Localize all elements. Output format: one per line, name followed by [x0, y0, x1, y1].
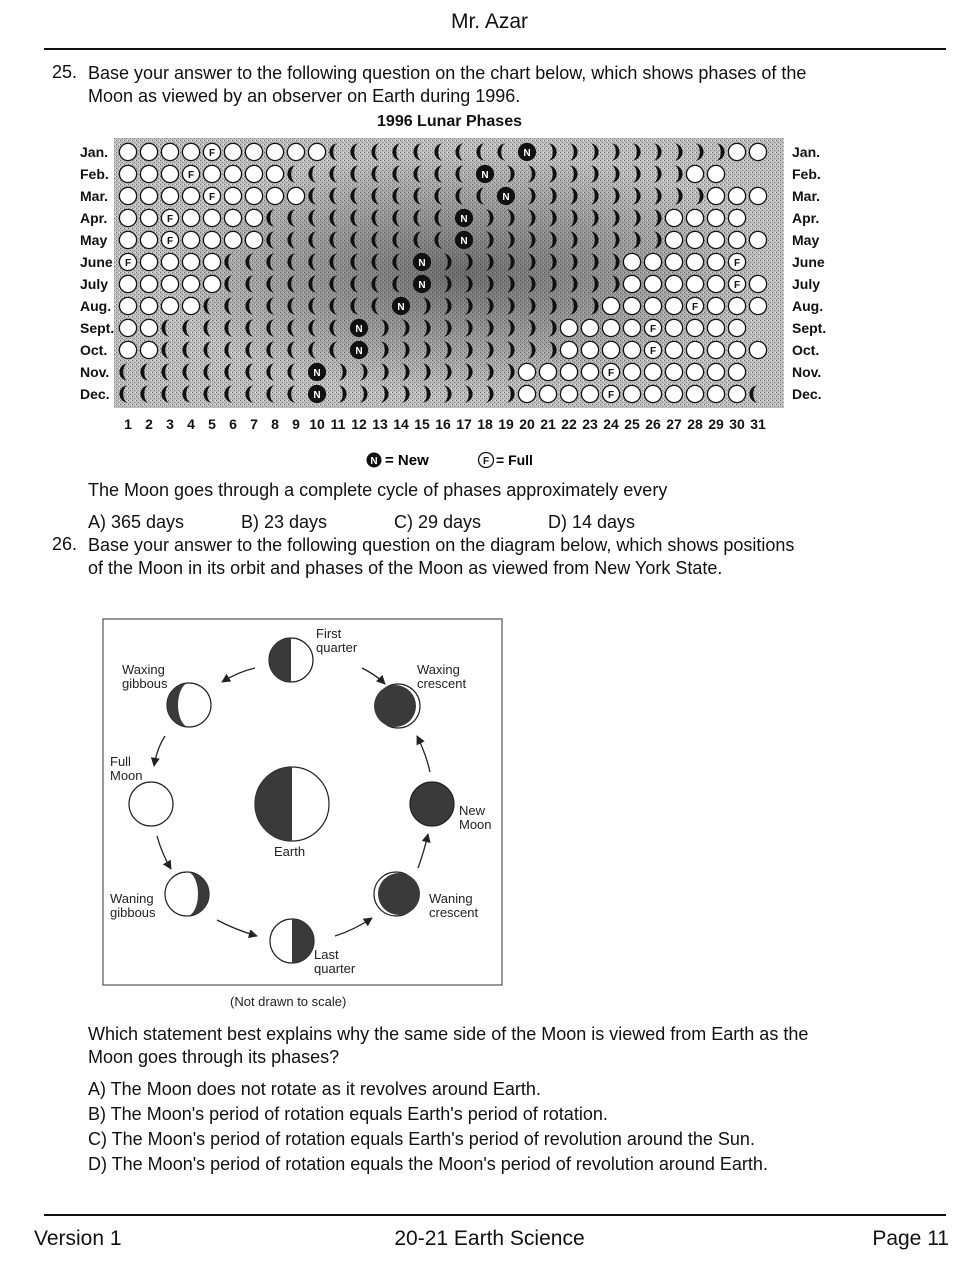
moon-phase-cell [350, 341, 367, 358]
q25-prompt-line2: Moon as viewed by an observer on Earth during 1996. [88, 86, 521, 106]
moon-phase-cell [140, 341, 157, 358]
legend-new-symbol: N [370, 456, 378, 467]
day-tick-label: 5 [208, 416, 216, 432]
new-moon-marker: N [313, 390, 321, 401]
q25-prompt [88, 62, 948, 108]
moon-phase-cell [224, 143, 241, 160]
moon-phase-cell [203, 143, 220, 160]
q26-choice-c[interactable]: C) The Moon's period of rotation equals Earth's period of revolution around the Sun. [88, 1129, 755, 1149]
moon-phase-cell [749, 143, 766, 160]
month-label-left: July [80, 276, 109, 292]
moon-phase-cell [182, 253, 199, 270]
diagram-scale-note: (Not drawn to scale) [230, 994, 347, 1009]
moon-phase-cell [245, 231, 262, 248]
label-waning-gibbous: Waning gibbous [110, 891, 156, 920]
moon-phase-cell [686, 253, 703, 270]
moon-phase-cell [182, 209, 199, 226]
moon-phase-cell [686, 165, 703, 182]
moon-phase-cell [644, 319, 661, 336]
day-tick-label: 18 [477, 416, 493, 432]
moon-phase-cell [665, 363, 682, 380]
month-label-right: Sept. [792, 320, 827, 336]
day-tick-label: 14 [393, 416, 409, 432]
moon-phase-cell [455, 209, 472, 226]
moon-phase-cell [161, 143, 178, 160]
month-label-right: Mar. [792, 188, 821, 204]
full-moon-marker: F [607, 390, 615, 401]
moon-phase-cell [203, 209, 220, 226]
moon-phase-cell [644, 341, 661, 358]
moon-phase-cell [749, 275, 766, 292]
header-rule [44, 48, 946, 50]
moon-phase-cell [644, 253, 661, 270]
moon-phase-cell [749, 231, 766, 248]
moon-phase-cell [455, 231, 472, 248]
moon-phase-cell [140, 253, 157, 270]
moon-phase-cell [392, 297, 409, 314]
moon-phase-cell [728, 385, 745, 402]
moon-phase-cell [203, 165, 220, 182]
month-label-right: Apr. [792, 210, 820, 226]
new-moon-marker: N [460, 214, 468, 225]
moon-phase-cell [539, 385, 556, 402]
day-tick-label: 24 [603, 416, 619, 432]
moon-phase-cell [266, 165, 283, 182]
q25-prompt-line1: Base your answer to the following question on the chart below, which shows phases of the [88, 63, 807, 83]
day-tick-label: 21 [540, 416, 556, 432]
moon-phase-cell [119, 209, 136, 226]
moon-phase-cell [182, 143, 199, 160]
day-tick-label: 8 [271, 416, 279, 432]
new-moon-marker: N [460, 236, 468, 247]
moon-phase-cell [161, 297, 178, 314]
new-moon-marker: N [418, 258, 426, 269]
moon-phase-cell [245, 165, 262, 182]
moon-phase-cell [119, 253, 136, 270]
moon-phase-cell [161, 275, 178, 292]
legend-full-label: = Full [496, 452, 533, 468]
moon-phase-cell [707, 253, 724, 270]
new-moon-marker: N [481, 170, 489, 181]
day-tick-label: 30 [729, 416, 745, 432]
moon-phase-cell [308, 363, 325, 380]
moon-phase-cell [182, 187, 199, 204]
footer-page: Page 11 [872, 1227, 949, 1250]
moon-phase-cell [245, 187, 262, 204]
month-label-right: July [792, 276, 821, 292]
full-moon-marker: F [166, 214, 174, 225]
moon-full [129, 782, 173, 826]
moon-phase-cell [140, 231, 157, 248]
full-moon-marker: F [607, 368, 615, 379]
moon-phase-cell [581, 385, 598, 402]
footer-version: Version 1 [34, 1227, 122, 1250]
q26-prompt-line2: of the Moon in its orbit and phases of the Moon as viewed from New York State. [88, 558, 723, 578]
moon-phase-cell [140, 209, 157, 226]
full-moon-marker: F [649, 324, 657, 335]
moon-phase-cell [476, 165, 493, 182]
month-label-left: June [80, 254, 113, 270]
moon-phase-cell [581, 341, 598, 358]
header-teacher: Mr. Azar [450, 10, 529, 33]
month-label-left: Oct. [80, 342, 108, 358]
new-moon-marker: N [355, 324, 363, 335]
moon-phase-cell [224, 209, 241, 226]
full-moon-marker: F [166, 236, 174, 247]
moon-phase-cell [686, 209, 703, 226]
moon-phase-cell [140, 187, 157, 204]
month-label-right: Nov. [792, 364, 822, 380]
month-label-right: May [792, 232, 820, 248]
day-tick-label: 17 [456, 416, 472, 432]
full-moon-marker: F [733, 258, 741, 269]
moon-phase-cell [119, 275, 136, 292]
footer-rule [44, 1214, 946, 1216]
day-tick-label: 16 [435, 416, 451, 432]
label-first-quarter: First quarter [316, 626, 358, 655]
moon-phase-cell [623, 253, 640, 270]
q26-choice-a[interactable]: A) The Moon does not rotate as it revolves around Earth. [88, 1079, 541, 1099]
new-moon-marker: N [397, 302, 405, 313]
moon-phase-cell [749, 187, 766, 204]
day-tick-label: 26 [645, 416, 661, 432]
moon-phase-cell [665, 319, 682, 336]
q26-number: 26. [52, 534, 78, 554]
moon-phase-cell [182, 231, 199, 248]
moon-phase-cell [224, 165, 241, 182]
moon-phase-cell [245, 209, 262, 226]
moon-phase-cell [707, 209, 724, 226]
day-tick-label: 23 [582, 416, 598, 432]
moon-phase-cell [728, 253, 745, 270]
moon-orbit-diagram [102, 618, 504, 990]
full-moon-marker: F [187, 170, 195, 181]
moon-phase-cell [245, 143, 262, 160]
moon-phase-cell [308, 143, 325, 160]
moon-phase-cell [287, 187, 304, 204]
q26-choice-d[interactable]: D) The Moon's period of rotation equals the Moon's period of revolution around Earth. [88, 1154, 768, 1174]
month-label-right: Jan. [792, 144, 821, 160]
month-label-left: Nov. [80, 364, 110, 380]
q26-question-line2: Moon goes through its phases? [88, 1047, 340, 1067]
moon-phase-cell [581, 363, 598, 380]
moon-phase-cell [665, 341, 682, 358]
full-moon-marker: F [208, 192, 216, 203]
moon-phase-cell [224, 187, 241, 204]
moon-phase-cell [707, 385, 724, 402]
moon-phase-cell [623, 297, 640, 314]
moon-phase-cell [623, 363, 640, 380]
full-moon-marker: F [691, 302, 699, 313]
day-tick-label: 12 [351, 416, 367, 432]
moon-phase-cell [203, 275, 220, 292]
day-tick-label: 11 [330, 416, 346, 432]
moon-phase-cell [560, 341, 577, 358]
earth-globe [255, 767, 329, 841]
moon-phase-cell [749, 341, 766, 358]
moon-waxing-gibbous [167, 683, 211, 727]
moon-phase-cell [644, 275, 661, 292]
legend-new-label: = New [385, 452, 429, 469]
moon-phase-cell [161, 165, 178, 182]
moon-phase-cell [644, 297, 661, 314]
label-waning-crescent: Waning crescent [429, 891, 479, 920]
day-tick-label: 13 [372, 416, 388, 432]
moon-phase-cell [119, 165, 136, 182]
moon-phase-cell [203, 187, 220, 204]
moon-phase-cell [224, 231, 241, 248]
full-moon-marker: F [733, 280, 741, 291]
moon-phase-cell [140, 143, 157, 160]
day-tick-label: 3 [166, 416, 174, 432]
moon-phase-cell [182, 165, 199, 182]
new-moon-marker: N [418, 280, 426, 291]
day-tick-label: 2 [145, 416, 153, 432]
moon-phase-cell [665, 209, 682, 226]
moon-phase-cell [119, 231, 136, 248]
moon-first-quarter [269, 638, 313, 682]
month-label-right: Oct. [792, 342, 820, 358]
full-moon-marker: F [649, 346, 657, 357]
moon-phase-cell [161, 187, 178, 204]
q26-question-line1: Which statement best explains why the same side of the Moon is viewed from Earth as the [88, 1024, 809, 1044]
moon-phase-cell [182, 297, 199, 314]
q26-prompt-line1: Base your answer to the following question on the diagram below, which shows positions [88, 535, 795, 555]
moon-phase-cell [707, 231, 724, 248]
moon-phase-cell [623, 385, 640, 402]
moon-phase-cell [749, 297, 766, 314]
moon-phase-cell [560, 363, 577, 380]
moon-phase-cell [728, 297, 745, 314]
month-label-right: Feb. [792, 166, 821, 182]
moon-phase-cell [140, 319, 157, 336]
month-label-left: Dec. [80, 386, 110, 402]
moon-phase-cell [602, 297, 619, 314]
full-moon-marker: F [208, 148, 216, 159]
day-tick-label: 9 [292, 416, 300, 432]
day-tick-label: 20 [519, 416, 535, 432]
moon-phase-cell [602, 363, 619, 380]
moon-waning-gibbous [165, 872, 209, 916]
moon-waning-crescent [374, 872, 420, 916]
label-last-quarter: Last quarter [314, 947, 356, 976]
legend-full-symbol: F [482, 456, 490, 467]
moon-phase-cell [518, 385, 535, 402]
day-tick-label: 1 [124, 416, 132, 432]
month-label-left: Sept. [80, 320, 115, 336]
moon-phase-cell [728, 231, 745, 248]
lunar-phase-chart [80, 136, 827, 436]
moon-phase-cell [266, 187, 283, 204]
moon-phase-cell [413, 253, 430, 270]
moon-phase-cell [350, 319, 367, 336]
moon-phase-cell [665, 385, 682, 402]
moon-phase-cell [119, 143, 136, 160]
q26-choice-b[interactable]: B) The Moon's period of rotation equals Earth's period of rotation. [88, 1104, 608, 1124]
moon-phase-cell [707, 275, 724, 292]
month-label-left: Mar. [80, 188, 109, 204]
moon-phase-cell [560, 385, 577, 402]
moon-phase-cell [119, 297, 136, 314]
moon-phase-cell [119, 319, 136, 336]
moon-phase-cell [308, 385, 325, 402]
legend [366, 452, 566, 470]
q25-number: 25. [52, 62, 78, 82]
moon-phase-cell [707, 363, 724, 380]
day-tick-label: 25 [624, 416, 640, 432]
moon-phase-cell [497, 187, 514, 204]
new-moon-marker: N [502, 192, 510, 203]
q25-choice-c[interactable]: C) 29 days [394, 512, 482, 532]
moon-phase-cell [686, 231, 703, 248]
moon-phase-cell [686, 341, 703, 358]
moon-phase-cell [707, 319, 724, 336]
q26-question [88, 1023, 948, 1069]
moon-phase-cell [623, 341, 640, 358]
new-moon-marker: N [523, 148, 531, 159]
moon-phase-cell [203, 253, 220, 270]
moon-phase-cell [602, 319, 619, 336]
day-tick-label: 29 [708, 416, 724, 432]
chart-title: 1996 Lunar Phases [377, 113, 522, 130]
day-tick-label: 31 [750, 416, 766, 432]
moon-phase-cell [119, 341, 136, 358]
moon-phase-cell [287, 143, 304, 160]
day-tick-label: 15 [414, 416, 430, 432]
moon-phase-cell [707, 165, 724, 182]
q25-choice-b[interactable]: B) 23 days [241, 512, 328, 532]
day-tick-label: 10 [309, 416, 325, 432]
day-tick-label: 7 [250, 416, 258, 432]
moon-phase-cell [161, 209, 178, 226]
moon-phase-cell [686, 363, 703, 380]
moon-phase-cell [140, 165, 157, 182]
moon-phase-cell [686, 297, 703, 314]
label-waxing-crescent: Waxing crescent [417, 662, 467, 691]
month-label-left: Apr. [80, 210, 108, 226]
moon-waxing-crescent [374, 684, 420, 728]
moon-phase-cell [539, 363, 556, 380]
moon-phase-cell [707, 187, 724, 204]
moon-phase-cell [728, 143, 745, 160]
moon-phase-cell [644, 363, 661, 380]
moon-phase-cell [644, 385, 661, 402]
moon-phase-cell [728, 209, 745, 226]
moon-phase-cell [686, 385, 703, 402]
moon-phase-cell [623, 319, 640, 336]
moon-new [410, 782, 454, 826]
q25-choice-a[interactable]: A) 365 days [88, 512, 185, 532]
month-label-left: Jan. [80, 144, 109, 160]
day-tick-label: 6 [229, 416, 237, 432]
moon-phase-cell [161, 253, 178, 270]
moon-phase-cell [665, 253, 682, 270]
day-tick-label: 28 [687, 416, 703, 432]
month-label-left: May [80, 232, 108, 248]
moon-phase-cell [665, 231, 682, 248]
moon-phase-cell [686, 319, 703, 336]
moon-phase-cell [602, 341, 619, 358]
day-tick-label: 22 [561, 416, 577, 432]
label-new-moon: New Moon [459, 803, 492, 832]
moon-phase-cell [707, 341, 724, 358]
full-moon-marker: F [124, 258, 132, 269]
moon-phase-cell [665, 297, 682, 314]
moon-phase-cell [140, 297, 157, 314]
new-moon-marker: N [355, 346, 363, 357]
earth-label: Earth [274, 844, 306, 859]
month-label-right: Aug. [792, 298, 824, 314]
month-label-left: Feb. [80, 166, 109, 182]
moon-phase-cell [728, 341, 745, 358]
month-label-right: June [792, 254, 825, 270]
moon-phase-cell [665, 275, 682, 292]
moon-phase-cell [161, 231, 178, 248]
day-tick-label: 27 [666, 416, 682, 432]
new-moon-marker: N [313, 368, 321, 379]
moon-phase-cell [728, 363, 745, 380]
moon-phase-cell [140, 275, 157, 292]
moon-phase-cell [518, 363, 535, 380]
day-tick-label: 4 [187, 416, 195, 432]
label-full-moon: Full Moon [110, 754, 143, 783]
moon-phase-cell [182, 275, 199, 292]
moon-phase-cell [707, 297, 724, 314]
q26-prompt [88, 534, 948, 580]
moon-phase-cell [623, 275, 640, 292]
moon-phase-cell [686, 275, 703, 292]
footer-course: 20-21 Earth Science [394, 1227, 585, 1250]
label-waxing-gibbous: Waxing gibbous [122, 662, 168, 691]
moon-phase-cell [581, 319, 598, 336]
moon-phase-cell [266, 143, 283, 160]
q25-choice-d[interactable]: D) 14 days [548, 512, 636, 532]
moon-phase-cell [728, 319, 745, 336]
moon-phase-cell [602, 385, 619, 402]
moon-last-quarter [270, 919, 314, 963]
month-label-left: Aug. [80, 298, 112, 314]
day-tick-label: 19 [498, 416, 514, 432]
moon-phase-cell [518, 143, 535, 160]
moon-phase-cell [728, 187, 745, 204]
moon-phase-cell [560, 319, 577, 336]
moon-phase-cell [119, 187, 136, 204]
moon-phase-cell [413, 275, 430, 292]
q25-question: The Moon goes through a complete cycle of phases approximately every [88, 480, 668, 500]
moon-phase-cell [203, 231, 220, 248]
month-label-right: Dec. [792, 386, 822, 402]
moon-phase-cell [728, 275, 745, 292]
